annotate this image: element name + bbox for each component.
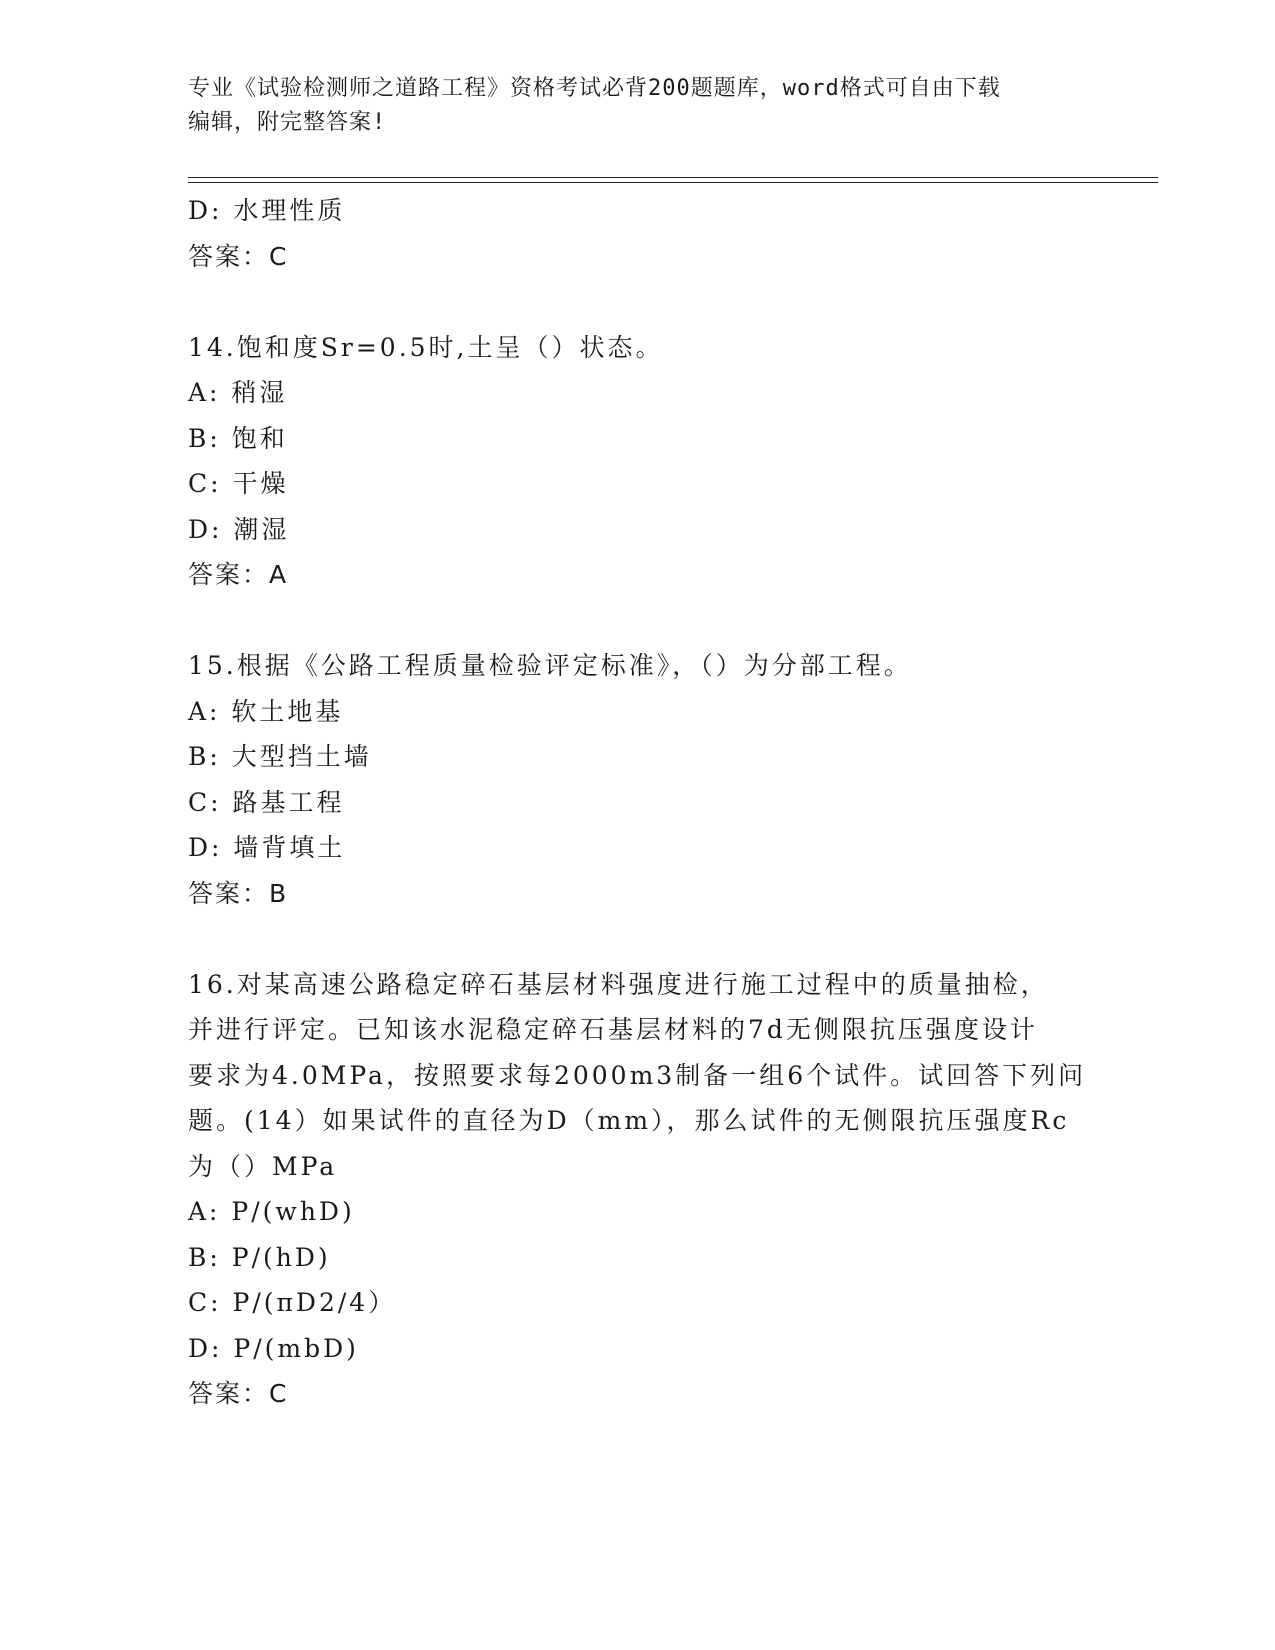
header-line-2: 编辑，附完整答案! (188, 110, 387, 135)
spacer (188, 279, 1088, 325)
question-14 (188, 325, 1088, 598)
question-stem-line-3: 要求为4.0MPa，按照要求每2000m3制备一组6个试件。试回答下列问 (188, 1060, 1087, 1090)
option-d: D: 墙背填土 (188, 833, 346, 862)
option-a: A: 稍湿 (188, 378, 288, 407)
document-header (188, 72, 1088, 140)
answer: 答案：A (188, 560, 289, 589)
option-a: A: P/(whD) (188, 1197, 355, 1226)
option-b: B: 大型挡土墙 (188, 742, 372, 771)
option-b: B: 饱和 (188, 423, 288, 453)
question-list (188, 188, 1088, 1417)
question-stem-line-4: 题。(14）如果试件的直径为D（mm），那么试件的无侧限抗压强度Rc (188, 1106, 1070, 1135)
question-16 (188, 962, 1088, 1417)
spacer (188, 916, 1088, 962)
prev-option-d: D: 水理性质 (188, 196, 346, 225)
header-line-1: 专业《试验检测师之道路工程》资格考试必背200题题库，word格式可自由下载 (188, 76, 1001, 101)
header-divider-top (188, 177, 1158, 178)
answer: 答案：C (188, 1379, 289, 1408)
answer: 答案：B (188, 878, 289, 908)
question-stem-line-5: 为（）MPa (188, 1151, 338, 1181)
option-c: C: 干燥 (188, 469, 289, 498)
option-d: D: P/(mbD) (188, 1333, 359, 1363)
option-c: C: P/(πD2/4） (188, 1288, 397, 1317)
prev-answer: 答案：C (188, 241, 289, 271)
spacer (188, 598, 1088, 644)
option-d: D: 潮湿 (188, 514, 290, 544)
header-divider-bottom (188, 182, 1158, 183)
option-a: A: 软土地基 (188, 696, 344, 726)
question-stem: 15.根据《公路工程质量检验评定标准》，（）为分部工程。 (188, 651, 912, 680)
question-stem-line-2: 并进行评定。已知该水泥稳定碎石基层材料的7d无侧限抗压强度设计 (188, 1015, 1038, 1044)
question-15 (188, 643, 1088, 916)
option-b: B: P/(hD) (188, 1242, 331, 1272)
question-stem: 14.饱和度Sr=0.5时,土呈（）状态。 (188, 332, 664, 362)
question-stem-line-1: 16.对某高速公路稳定碎石基层材料强度进行施工过程中的质量抽检， (188, 969, 1049, 999)
option-c: C: 路基工程 (188, 787, 345, 817)
